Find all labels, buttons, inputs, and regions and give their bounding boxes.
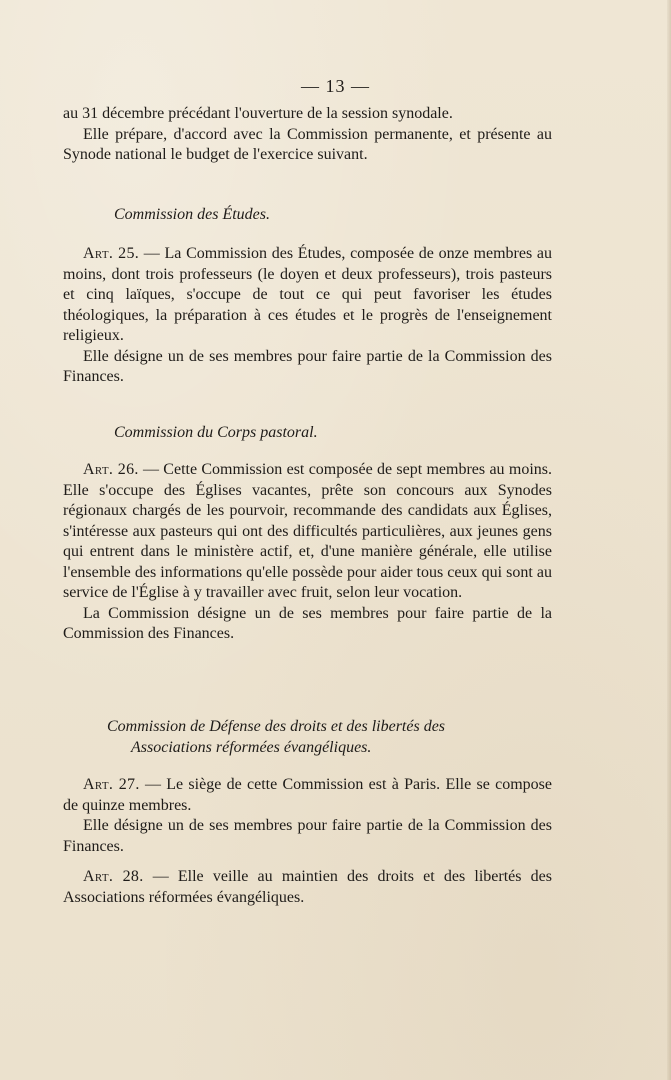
- section-heading-defense-line1: Commission de Défense des droits et des libertés des: [107, 718, 446, 735]
- top-block: [63, 104, 552, 166]
- continued-line: au 31 décembre précédant l'ouverture de la session synodale.: [63, 105, 453, 122]
- article-26: [63, 460, 552, 604]
- article-28: [63, 867, 552, 908]
- article-27-label: Art. 27.: [83, 776, 140, 793]
- article-28-text: — Elle veille au maintien des droits et des libertés des Associations réformées évangéliques.: [63, 868, 552, 906]
- article-26-label: Art. 26.: [83, 461, 139, 478]
- article-26-text: — Cette Commission est composée de sept membres au moins. Elle s'occupe des Églises vacantes, prête son concours aux Synodes régionaux chargés de les pourvoir, recommande des candidats aux Églises, s'intéresse aux pasteurs qui ont des difficultés particulières, aux jeunes gens qui entrent dans le ministère actif, et, d'une manière générale, elle utilise l'ensemble des informations qu'elle possède pour aider tous ceux qui sont au service de l'Église à y travailler avec fruit, selon leur vocation.: [63, 461, 552, 601]
- budget-paragraph: Elle prépare, d'accord avec la Commission permanente, et présente au Synode national le budget de l'exercice suivant.: [63, 125, 552, 163]
- article-25-text: — La Commission des Études, composée de onze membres au moins, dont trois professeurs (le doyen et deux professeurs), trois pasteurs et cinq laïques, s'occupe de tout ce qui peut favoriser les études théologiques, la préparation à ces études et le progrès de l'enseignement religieux.: [63, 245, 552, 344]
- article-27-text: — Le siège de cette Commission est à Paris. Elle se compose de quinze membres.: [63, 776, 553, 814]
- article-28-label: Art. 28.: [83, 868, 144, 885]
- section-pastoral-body: [63, 460, 552, 645]
- section-etudes-body: [63, 244, 552, 388]
- article-27-followup: Elle désigne un de ses membres pour faire partie de la Commission des Finances.: [63, 817, 552, 855]
- section-heading-defense-line2: Associations réformées évangéliques.: [131, 739, 372, 756]
- page-edge-shadow: [667, 0, 671, 1080]
- section-defense-body: [63, 775, 552, 908]
- article-25: [63, 244, 552, 347]
- article-27: [63, 775, 552, 816]
- article-26-followup: La Commission désigne un de ses membres pour faire partie de la Commission des Finances.: [63, 604, 552, 642]
- page-number: — 13 —: [301, 76, 370, 96]
- article-25-label: Art. 25.: [83, 245, 140, 262]
- article-25-followup: Elle désigne un de ses membres pour faire partie de la Commission des Finances.: [63, 347, 552, 385]
- section-heading-etudes: Commission des Études.: [114, 206, 270, 223]
- section-heading-pastoral: Commission du Corps pastoral.: [114, 424, 318, 441]
